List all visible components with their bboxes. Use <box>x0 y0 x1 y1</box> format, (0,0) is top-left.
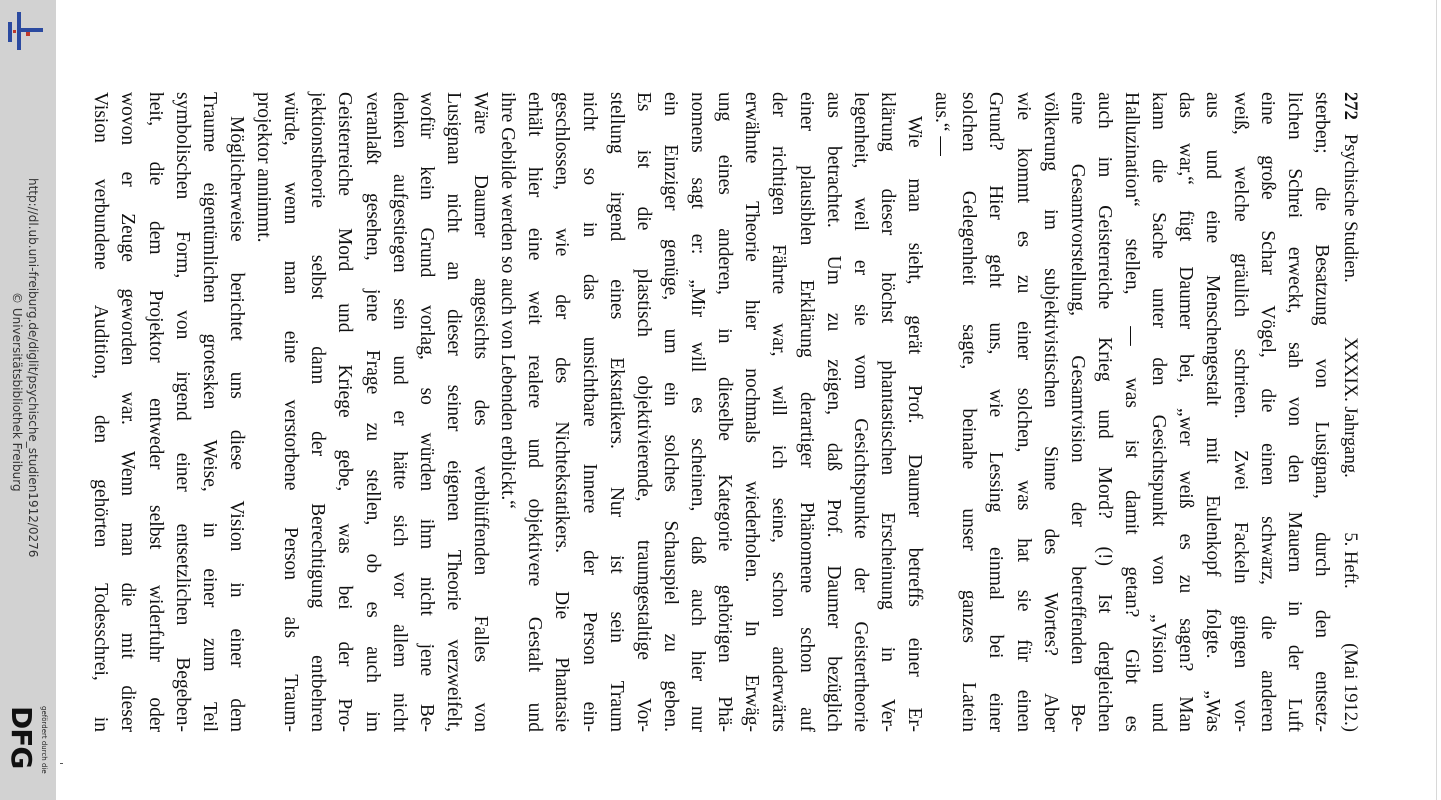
text-line: eine große Schar Vögel, die einen schwarz, die anderen <box>1256 92 1278 732</box>
text-line: geschlossen, wie der des Nichtekstatikers. Die Phantasie <box>551 92 573 732</box>
text-line: eine Gesamtvorstellung, Gesamtvision der betreffenden Be- <box>1066 92 1088 732</box>
text-line: Grund? Hier geht uns, wie Lessing einmal bei einer <box>985 92 1007 732</box>
text-line: Wie man sieht, gerät Prof. Daumer betreffs einer Er- <box>904 116 926 732</box>
page-number: 272 <box>1340 92 1361 120</box>
text-line: würde, wenn man eine verstorbene Person als Traum- <box>280 92 302 732</box>
sidebar <box>0 0 56 800</box>
text-line: ung eines anderen, in dieselbe Kategorie gehörigen Phä- <box>714 92 736 732</box>
text-line: auch im Geisterreiche Krieg und Mord? (!) Ist dergleichen <box>1094 92 1115 732</box>
divider <box>60 763 63 764</box>
text-line: legenheit, weil er sie vom Gesichtspunkte der Geistertheorie <box>849 92 871 732</box>
text-line: völkerung im subjektivistischen Sinne des Wortes? Aber <box>1039 92 1061 732</box>
text-line: Geisterreiche Mord und Kriege gebe, was bei der Pro- <box>334 92 356 732</box>
text-line: ihre Gebilde werden so auch von Lebenden erblickt.“ <box>497 92 519 509</box>
text-line: lichen Schrei erweckt, sah von den Mauern in der Luft <box>1283 92 1305 732</box>
text-line: nomens sagt er: „Mir will es scheinen, daß auch hier nur <box>687 92 709 732</box>
text-line: Lusignan nicht an dieser seiner eigenen Theorie verzweifelt, <box>443 92 464 732</box>
text-line: einer plausiblen Erklärung derartiger Phänomene schon auf <box>795 92 817 732</box>
text-line: wie kommt es zu einer solchen, was hat sie für einen <box>1012 92 1034 732</box>
dfg-logo: DFG <box>5 706 38 769</box>
text-line: Vision verbundene Audition, den gehörten Todesschrei, in <box>90 92 112 732</box>
document-url[interactable]: http://dl.ub.uni-freiburg.de/diglit/psychische_studien1912/0276 <box>26 178 40 558</box>
text-line: Wäre Daumer angesichts des verblüffenden Falles von <box>470 92 492 732</box>
text-line: solchen Gelegenheit sagte, beinahe unser ganzes Latein <box>958 92 980 732</box>
text-line: weiß, welche gräulich schrieen. Zwei Fackeln gingen vor- <box>1229 92 1251 732</box>
volume: XXXIX. Jahrgang. <box>1340 337 1361 478</box>
text-line: wofür kein Grund vorlag, so würden ihm nicht jene Be- <box>415 92 437 732</box>
page-header <box>1335 92 1360 732</box>
text-line: Halluzination“ stellen, — was ist damit getan? Gibt es <box>1121 92 1143 732</box>
text-line: klärung dieser höchst phantastischen Erscheinung in Ver- <box>877 92 898 732</box>
text-line: symbolischen Form, von irgend einer entsetzlichen Begeben- <box>171 92 193 732</box>
text-line: kann die Sache unter den Gesichtspunkt von „Vision und <box>1148 92 1170 732</box>
text-line: projektor annimmt. <box>253 92 275 243</box>
university-library-logo-icon <box>4 8 48 52</box>
text-line: nicht so in das unsichtbare Innere der Person ein- <box>578 92 600 732</box>
text-line: denken aufgestiegen sein und er hätte sich vor allem nicht <box>388 92 410 732</box>
text-line: aus.“ — <box>931 92 953 156</box>
issue-date: (Mai 1912.) <box>1340 643 1361 732</box>
text-line: veranlaßt gesehen, jene Frage zu stellen, ob es auch im <box>361 92 383 732</box>
text-line: aus und eine Menschengestalt mit Eulenkopf folgte. „Was <box>1202 92 1224 732</box>
text-line: Traume eigentümlichen grotesken Weise, in einer zum Teil <box>198 92 220 732</box>
divider <box>1436 0 1437 800</box>
text-line: sterben; die Besatzung von Lusignan, durch den entsetz- <box>1311 92 1332 732</box>
text-line: wovon er Zeuge geworden war. Wenn man die mit dieser <box>117 92 139 732</box>
journal-title: Psychische Studien. <box>1340 133 1361 283</box>
page-body <box>87 92 1335 732</box>
text-line: der richtigen Fährte war, will ich seine, schon anderwärts <box>768 92 790 732</box>
issue: 5. Heft. <box>1340 532 1361 589</box>
text-line: Es ist die plastisch objektivierende, traumgestaltige Vor- <box>632 92 654 732</box>
copyright-notice: © Universitätsbibliothek Freiburg <box>10 292 24 492</box>
text-line: Möglicherweise berichtet uns diese Vision in einer dem <box>226 116 247 732</box>
text-line: ein Einziger genüge, um ein solches Schauspiel zu geben. <box>660 92 681 732</box>
funder-note: gefördert durch die <box>40 706 48 774</box>
text-line: stellung irgend eines Ekstatikers. Nur ist sein Traum <box>605 92 627 732</box>
text-line: jektionstheorie selbst dann der Berechtigung entbehren <box>307 92 329 732</box>
text-line: erhält hier eine weit realere und objektivere Gestalt und <box>524 92 546 732</box>
text-line: aus betrachtet. Um zu zeigen, daß Prof. Daumer bezüglich <box>822 92 844 732</box>
scanned-page <box>87 92 1360 732</box>
text-line: erwähnte Theorie hier nochmals wiederholen. In Erwäg- <box>741 92 763 732</box>
text-line: das war,“ fügt Daumer bei, „wer weiß es zu sagen? Man <box>1175 92 1197 732</box>
text-line: heit, die dem Projektor entweder selbst widerfuhr oder <box>144 92 166 732</box>
